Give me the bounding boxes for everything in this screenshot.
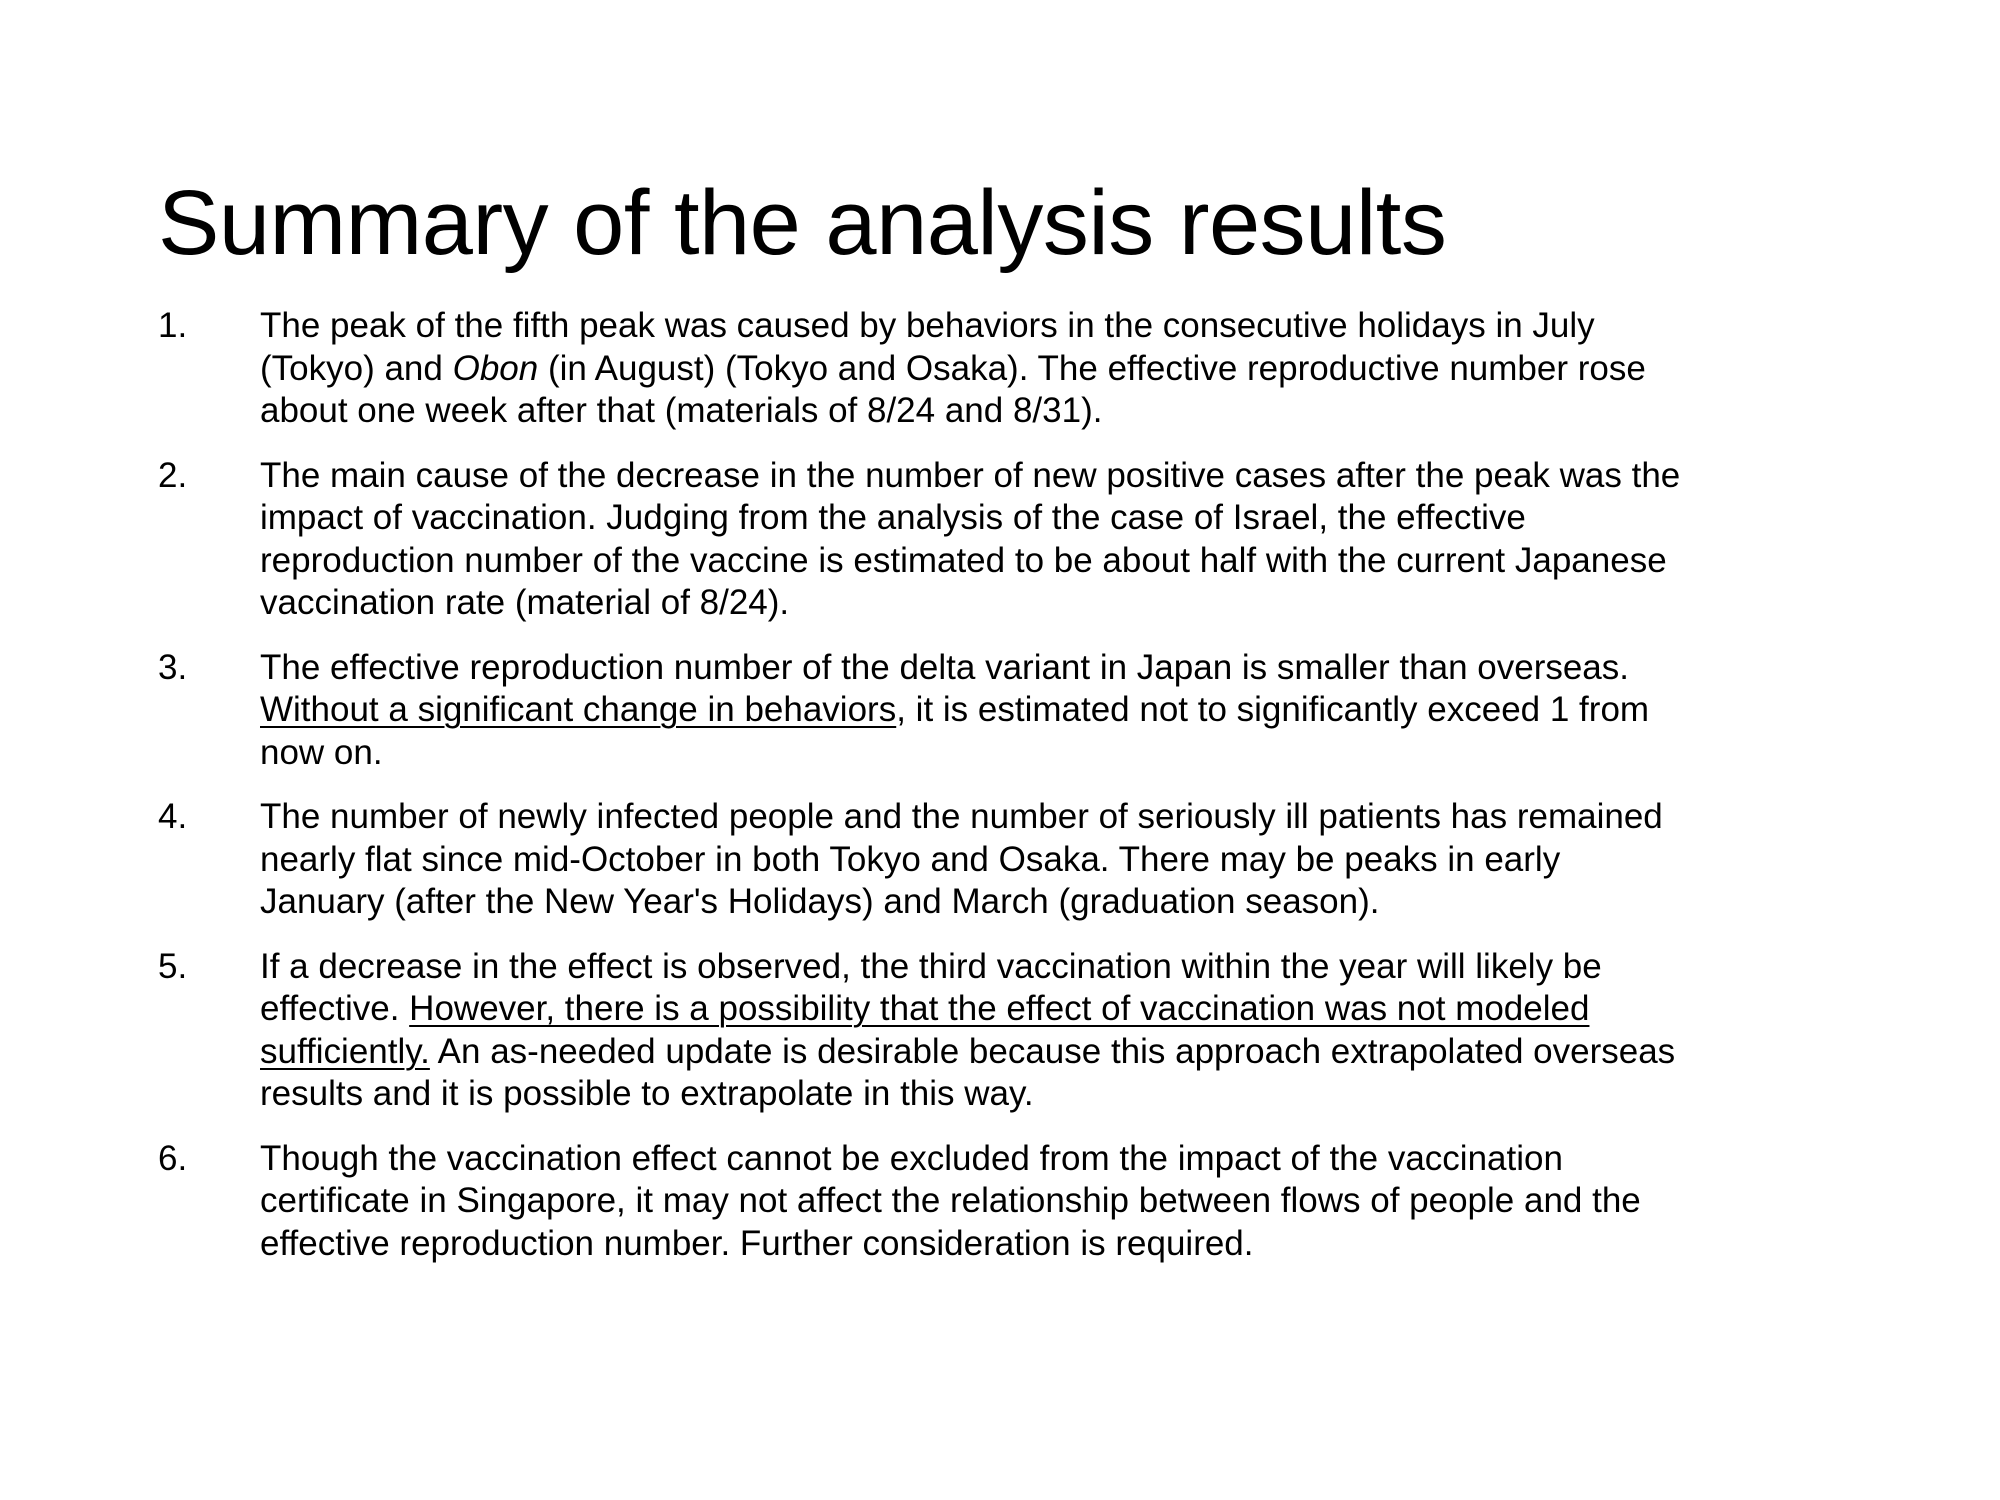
text-line [260,540,1858,583]
text-segment: (in August) (Tokyo and Osaka). The effective reproductive number rose [538,348,1646,388]
text-segment: Though the vaccination effect cannot be excluded from the impact of the vaccination [260,1138,1563,1178]
item-number: 6. [158,1138,188,1178]
text-line [260,305,1858,348]
item-number: 5. [158,946,188,986]
text-segment: An as-needed update is desirable because this approach extrapolated overseas [429,1031,1676,1071]
item-text [260,1138,1858,1266]
text-line [260,1180,1858,1223]
text-segment: effective reproduction number. Further consideration is required. [260,1223,1254,1263]
item-text [260,796,1858,924]
text-segment: reproduction number of the vaccine is estimated to be about half with the current Japanese [260,540,1667,580]
text-line [260,582,1858,625]
underlined-text: Without a significant change in behaviors [260,690,897,729]
text-segment: now on. [260,732,383,772]
text-line [260,390,1858,433]
text-line [260,881,1858,924]
text-segment: (Tokyo) and [260,348,453,388]
summary-item [158,796,1858,924]
text-segment: January (after the New Year's Holidays) and March (graduation season). [260,882,1380,921]
text-line [260,1223,1858,1266]
text-segment: nearly flat since mid-October in both Tokyo and Osaka. There may be peaks in early [260,839,1561,879]
text-line [260,348,1858,391]
summary-item [158,647,1858,775]
item-number: 2. [158,455,188,495]
text-segment: vaccination rate (material of 8/24). [260,583,790,622]
text-line [260,732,1858,775]
text-segment: about one week after that (materials of 8/24 and 8/31). [260,391,1103,430]
summary-item [158,305,1858,433]
text-segment: The main cause of the decrease in the number of new positive cases after the peak was the [260,455,1681,495]
text-segment: results and it is possible to extrapolate in this way. [260,1074,1034,1113]
text-line [260,455,1858,498]
text-segment: The effective reproduction number of the delta variant in Japan is smaller than overseas. [260,647,1629,687]
text-line [260,497,1858,540]
text-segment: impact of vaccination. Judging from the analysis of the case of Israel, the effective [260,498,1526,537]
text-line [260,796,1858,839]
slide-title: Summary of the analysis results [158,172,1447,274]
underlined-text: However, there is a possibility that the effect of vaccination was not modeled [409,989,1590,1028]
item-text [260,305,1858,433]
summary-list [158,305,1858,1287]
underlined-text: sufficiently. [260,1031,430,1071]
summary-item [158,946,1858,1116]
text-line [260,1138,1858,1181]
text-segment: , it is estimated not to significantly exceed 1 from [896,690,1650,729]
item-text [260,455,1858,625]
text-line [260,839,1858,882]
text-segment: If a decrease in the effect is observed, the third vaccination within the year will likely be [260,946,1602,986]
item-text [260,647,1858,775]
text-segment: effective. [260,989,410,1028]
item-number: 1. [158,306,188,345]
text-line [260,988,1858,1031]
text-segment: The peak of the fifth peak was caused by behaviors in the consecutive holidays in July [260,306,1595,345]
text-line [260,647,1858,690]
summary-item [158,455,1858,625]
text-line [260,1031,1858,1074]
item-number: 3. [158,647,188,687]
text-segment: certificate in Singapore, it may not affect the relationship between flows of people and the [260,1181,1641,1220]
italic-text: Obon [452,348,539,388]
summary-item [158,1138,1858,1266]
text-segment: The number of newly infected people and the number of seriously ill patients has remained [260,797,1663,836]
text-line [260,689,1858,732]
item-number: 4. [158,797,188,836]
text-line [260,1073,1858,1116]
item-text [260,946,1858,1116]
text-line [260,946,1858,989]
